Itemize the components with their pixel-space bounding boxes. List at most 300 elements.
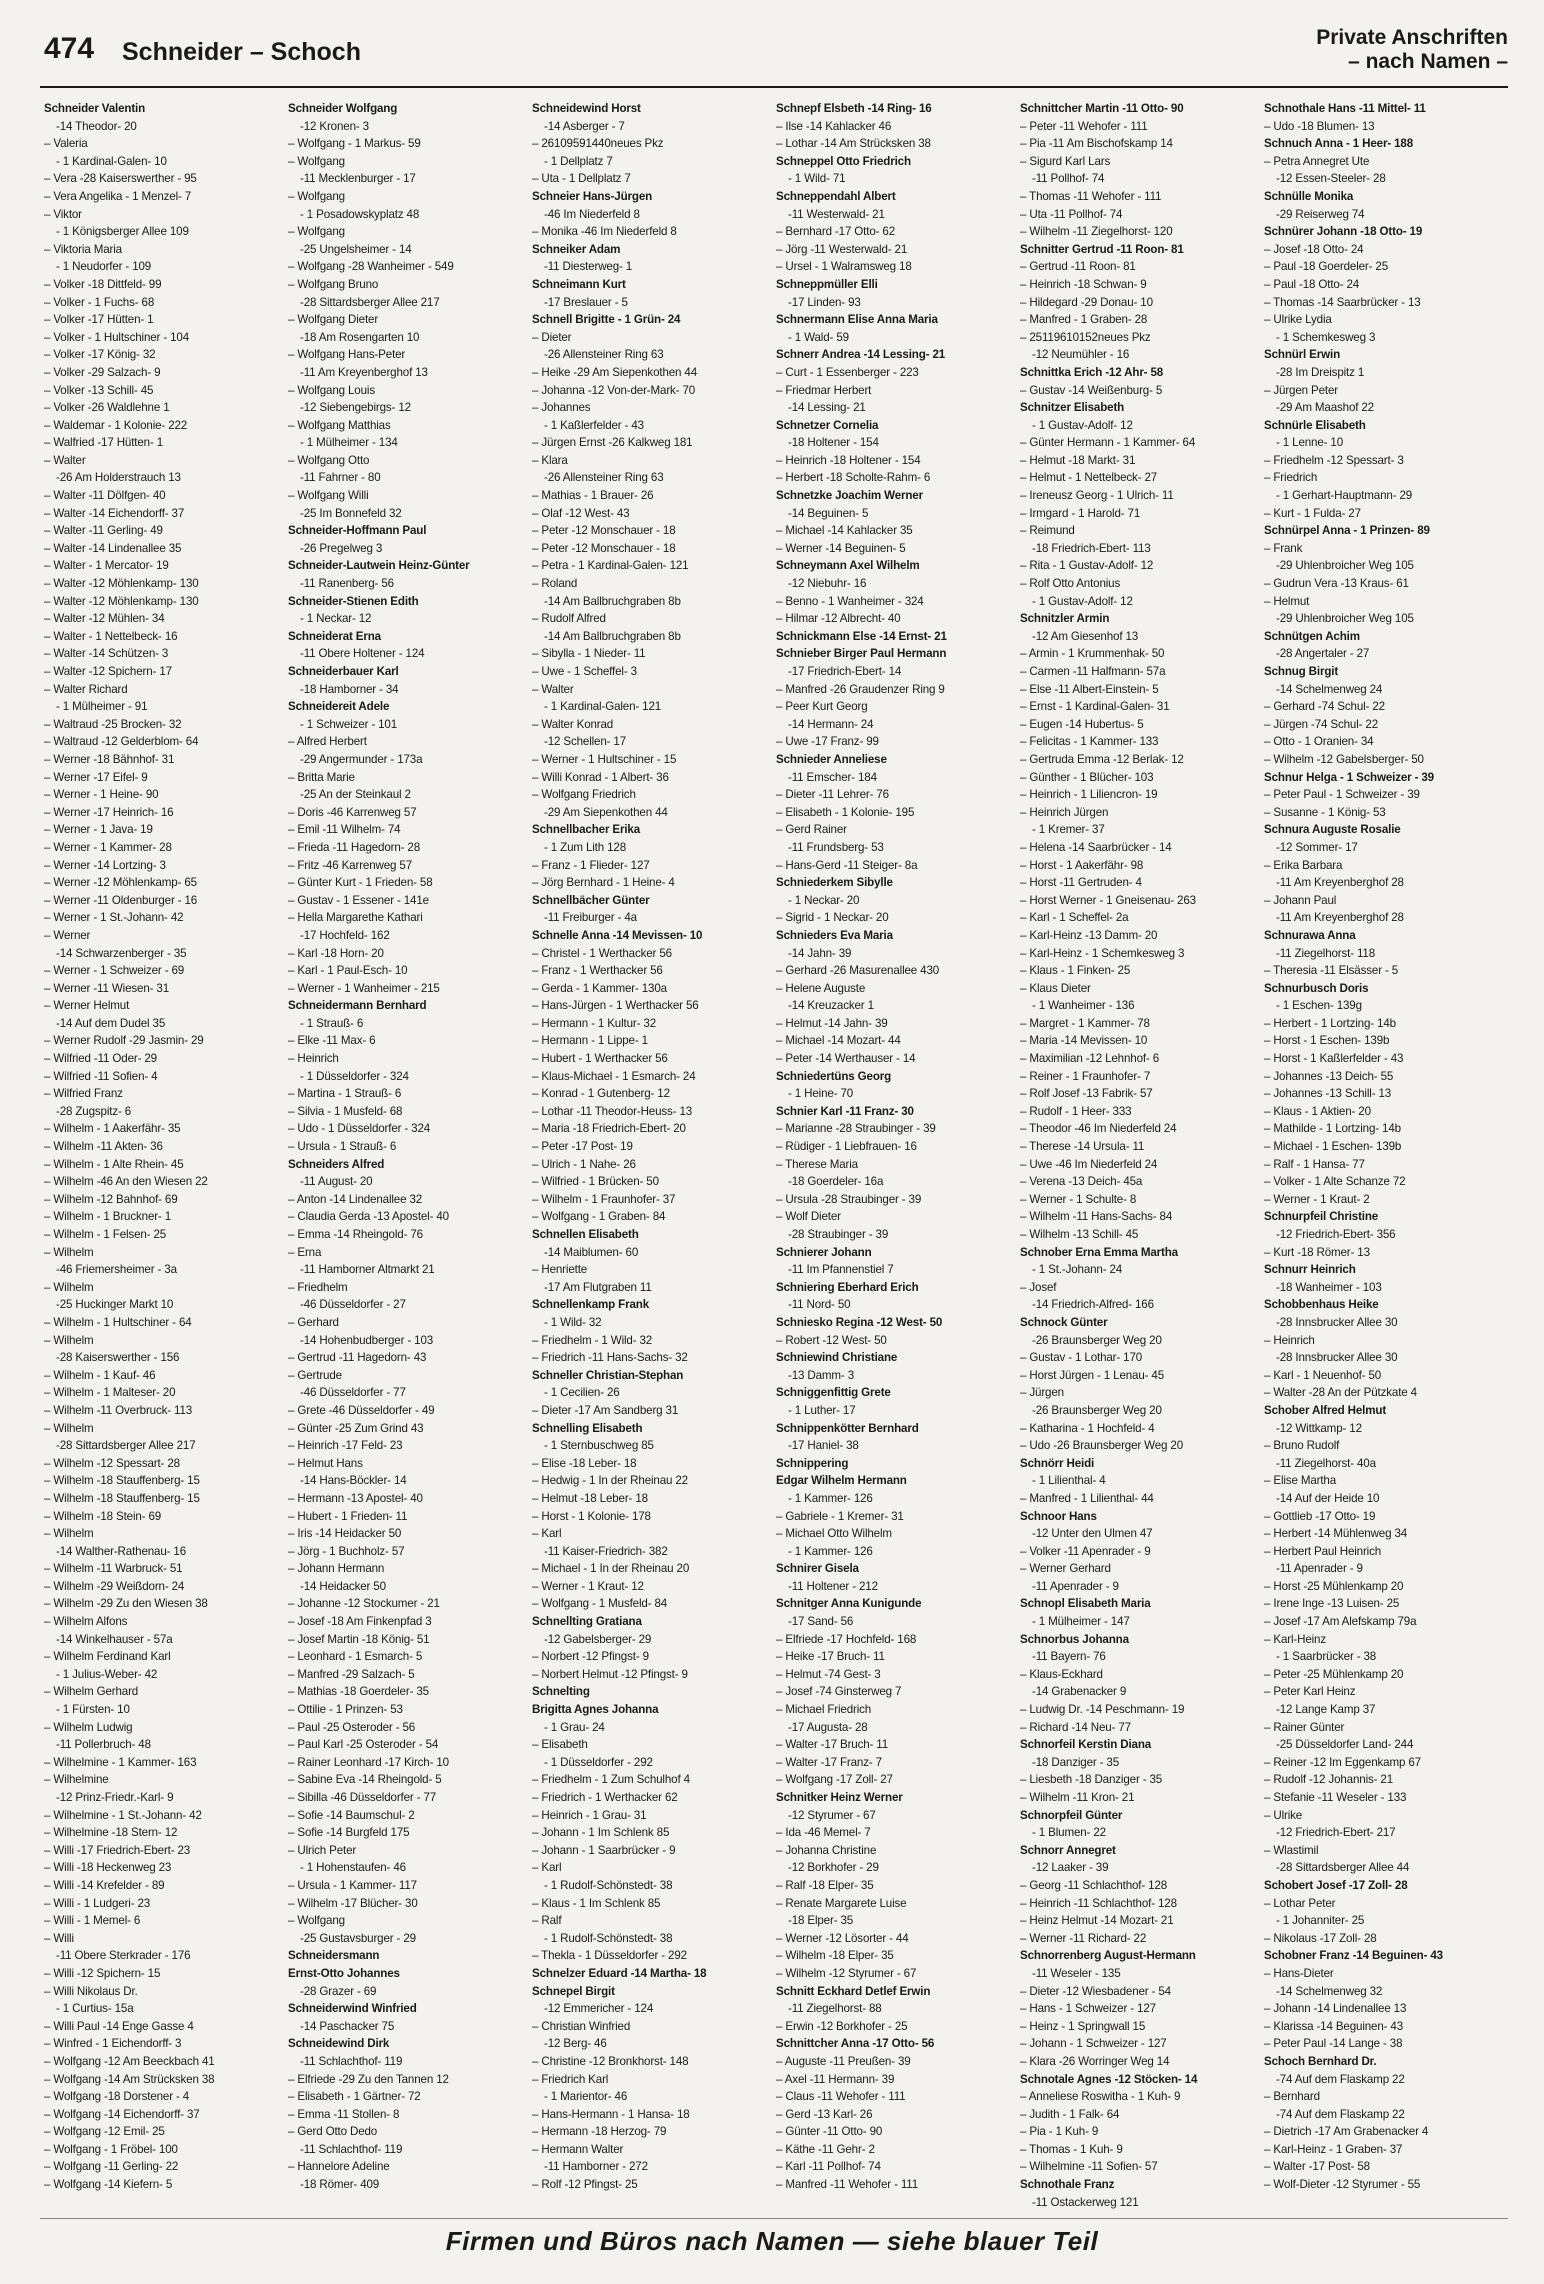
directory-entry: -11 Ostackerweg 121 [1032, 2195, 1139, 2209]
directory-entry: – Jürgen -74 Schul- 22 [1264, 717, 1378, 731]
directory-entry: – Werner -17 Heinrich- 16 [44, 805, 174, 819]
directory-entry: Schoch Bernhard Dr. [1264, 2054, 1377, 2068]
directory-entry: – Wolfgang -17 Zoll- 27 [776, 1773, 893, 1787]
directory-entry: - 1 Blumen- 22 [1032, 1826, 1106, 1840]
directory-entry: – Leonhard - 1 Esmarch- 5 [288, 1650, 423, 1664]
directory-entry: – Wolf Dieter [776, 1210, 841, 1224]
directory-entry: – Johanna -12 Von-der-Mark- 70 [532, 383, 696, 397]
directory-entry: – Johann - 1 Saarbrücker - 9 [532, 1843, 676, 1857]
directory-entry: – Armin - 1 Krummenhak- 50 [1020, 647, 1165, 661]
directory-entry: – Uwe - 1 Scheffel- 3 [532, 665, 637, 678]
directory-entry: – Walfried -17 Hütten- 1 [44, 436, 164, 450]
directory-entry: – Wilhelm - 1 Fraunhofer- 37 [532, 1192, 676, 1206]
directory-entry: -28 Grazer - 69 [300, 1984, 377, 1998]
directory-entry: – Reiner - 1 Fraunhofer- 7 [1020, 1069, 1151, 1083]
directory-entry: – Günter Kurt - 1 Frieden- 58 [288, 876, 433, 890]
directory-entry: – Stefanie -11 Weseler - 133 [1264, 1791, 1407, 1804]
directory-entry: -46 Friemersheimer - 3a [56, 1263, 177, 1277]
directory-entry: – Werner -18 Bähnhof- 31 [44, 752, 175, 766]
directory-entry: – Kurt -18 Römer- 13 [1264, 1245, 1370, 1259]
directory-entry: – Ulrike Lydia [1264, 313, 1332, 327]
directory-entry: -46 Düsseldorfer - 27 [300, 1298, 406, 1312]
directory-entry: – Johann -14 Lindenallee 13 [1264, 2002, 1407, 2016]
directory-entry: -12 Friedrich-Ebert- 356 [1276, 1228, 1396, 1241]
directory-entry: – Willi Paul -14 Enge Gasse 4 [44, 2019, 194, 2033]
directory-entry: - 1 Kammer- 126 [788, 1544, 873, 1558]
directory-entry: – Gustav - 1 Essener - 141e [288, 893, 429, 907]
directory-entry: – Klarissa -14 Beguinen- 43 [1264, 2019, 1404, 2033]
directory-entry: – Sigrid - 1 Neckar- 20 [776, 911, 889, 925]
directory-entry: -11 August- 20 [300, 1175, 373, 1189]
directory-entry: -18 Wanheimer - 103 [1276, 1280, 1382, 1294]
directory-entry: – Franz - 1 Flieder- 127 [532, 858, 650, 872]
directory-entry: – Karl -18 Horn- 20 [288, 946, 384, 960]
directory-entry: - 1 Curtius- 15a [56, 2002, 134, 2016]
directory-entry: -14 Jahn- 39 [788, 946, 852, 960]
directory-entry: – Wlastimil [1264, 1843, 1319, 1857]
directory-entry: – Hedwig - 1 In der Rheinau 22 [532, 1474, 688, 1488]
directory-entry: – Michael -14 Mozart- 44 [776, 1034, 901, 1048]
directory-entry: Schnürpel Anna - 1 Prinzen- 89 [1264, 524, 1430, 538]
directory-entry: Schnurbusch Doris [1264, 981, 1369, 995]
directory-entry: – Rüdiger - 1 Liebfrauen- 16 [776, 1140, 917, 1154]
directory-entry: – Rolf Otto Antonius [1020, 577, 1121, 591]
directory-entry: -11 Westerwald- 21 [788, 207, 885, 221]
directory-entry: - 1 Schweizer - 101 [300, 717, 398, 731]
directory-entry: Schnerr Andrea -14 Lessing- 21 [776, 348, 946, 362]
directory-entry: – Theresia -11 Elsässer - 5 [1264, 964, 1399, 978]
directory-entry: - 1 Rudolf-Schönstedt- 38 [544, 1931, 673, 1945]
directory-entry: -12 Am Giesenhof 13 [1032, 629, 1139, 643]
directory-entry: – Viktoria Maria [44, 242, 122, 256]
directory-entry: – Wilhelm -11 Akten- 36 [44, 1140, 163, 1154]
directory-entry: Schniederkem Sibylle [776, 876, 893, 890]
directory-entry: – Claus -11 Wehofer - 111 [776, 2090, 906, 2104]
directory-entry: Schnothale Hans -11 Mittel- 11 [1264, 102, 1426, 115]
directory-entry: -14 Heidacker 50 [300, 1579, 386, 1593]
directory-entry: – Elfriede -29 Zu den Tannen 12 [288, 2072, 449, 2086]
directory-entry: – Udo - 1 Düsseldorfer - 324 [288, 1122, 431, 1136]
directory-entry: Schnitzler Armin [1020, 612, 1110, 626]
directory-entry: – Thomas -11 Wehofer - 111 [1020, 189, 1162, 203]
directory-entry: – Petra - 1 Kardinal-Galen- 121 [532, 559, 689, 573]
directory-entry: – Walter - 1 Mercator- 19 [44, 559, 169, 573]
directory-entry: – Wolfgang - 1 Graben- 84 [532, 1210, 666, 1224]
directory-entry: – Frieda -11 Hagedorn- 28 [288, 840, 421, 854]
directory-entry: – Doris -46 Karrenweg 57 [288, 805, 417, 819]
directory-entry: – Gertruda Emma -12 Berlak- 12 [1020, 752, 1184, 766]
directory-entry: – Walter -14 Schützen- 3 [44, 647, 169, 661]
directory-entry: - 1 Lilienthal- 4 [1032, 1474, 1106, 1488]
directory-entry: Schnotale Agnes -12 Stöcken- 14 [1020, 2072, 1198, 2086]
directory-entry: – Britta Marie [288, 770, 355, 784]
directory-entry: – Emma -11 Stollen- 8 [288, 2107, 400, 2121]
directory-entry: – Wolfgang -14 Kiefern- 5 [44, 2178, 173, 2192]
directory-entry: – Johann - 1 Schweizer - 127 [1020, 2037, 1167, 2051]
directory-entry: – Wilhelm -11 Ziegelhorst- 120 [1020, 225, 1173, 239]
directory-entry: Schnieders Eva Maria [776, 928, 893, 942]
directory-entry: – Günter -11 Otto- 90 [776, 2125, 883, 2139]
directory-entry: – Wolfgang [288, 189, 345, 203]
directory-entry: – Volker - 1 Alte Schanze 72 [1264, 1175, 1406, 1189]
directory-entry: – Werner -11 Richard- 22 [1020, 1931, 1147, 1945]
directory-entry: – Walter -14 Eichendorff- 37 [44, 506, 185, 520]
directory-entry: -12 Friedrich-Ebert- 217 [1276, 1826, 1396, 1840]
directory-entry: Schneimann Kurt [532, 277, 626, 291]
directory-entry: – Franz - 1 Werthacker 56 [532, 964, 663, 978]
directory-entry: -28 Kaiserswerther - 156 [56, 1351, 180, 1365]
directory-entry: – Gerhard [288, 1315, 339, 1329]
directory-entry: – Karl - 1 Paul-Esch- 10 [288, 964, 408, 978]
directory-entry: – Peter Karl Heinz [1264, 1685, 1356, 1699]
directory-entry: -14 Grabenacker 9 [1032, 1685, 1127, 1699]
directory-entry: – Karl-Heinz - 1 Graben- 37 [1264, 2142, 1403, 2156]
directory-entry: – Gudrun Vera -13 Kraus- 61 [1264, 577, 1409, 591]
directory-entry: – Reiner -12 Im Eggenkamp 67 [1264, 1755, 1421, 1769]
directory-entry: – Gerd Otto Dedo [288, 2125, 378, 2139]
directory-entry: – Pia - 1 Kuh- 9 [1020, 2125, 1099, 2139]
directory-entry: Schnellenkamp Frank [532, 1298, 649, 1312]
directory-entry: Schnellbächer Günter [532, 893, 650, 907]
directory-entry: – Lothar -14 Am Strücksken 38 [776, 137, 931, 151]
directory-entry: – Udo -26 Braunsberger Weg 20 [1020, 1439, 1184, 1453]
directory-entry: - 1 Wild- 71 [788, 172, 846, 186]
directory-entry: -17 Sand- 56 [788, 1615, 854, 1629]
directory-entry: – Josef -18 Otto- 24 [1264, 242, 1364, 256]
directory-entry: – Robert -12 West- 50 [776, 1333, 887, 1347]
directory-entry: -25 Ungelsheimer - 14 [300, 242, 412, 256]
directory-entry: -11 Fahrner - 80 [300, 471, 381, 485]
directory-entry: – Irene Inge -13 Luisen- 25 [1264, 1597, 1400, 1611]
directory-entry: – Ralf [532, 1914, 562, 1928]
directory-entry: – Nikolaus -17 Zoll- 28 [1264, 1931, 1377, 1945]
directory-entry: – Walter -17 Post- 58 [1264, 2160, 1370, 2174]
directory-column [1264, 100, 1508, 2212]
directory-entry: – Mathias - 1 Brauer- 26 [532, 489, 654, 503]
directory-entry: -11 Pollhof- 74 [1032, 172, 1105, 186]
directory-entry: – Johannes [532, 401, 591, 415]
directory-entry: – Karl [532, 1527, 562, 1541]
directory-entry: – Rainer Leonhard -17 Kirch- 10 [288, 1755, 449, 1769]
directory-entry: – Hannelore Adeline [288, 2160, 390, 2174]
directory-entry: – Winfred - 1 Eichendorff- 3 [44, 2037, 182, 2051]
directory-entry: – Friedhelm - 1 Zum Schulhof 4 [532, 1773, 690, 1787]
directory-entry: – Hans-Dieter [1264, 1966, 1334, 1980]
directory-entry: – Walter -17 Franz- 7 [776, 1755, 882, 1769]
directory-entry: – Irmgard - 1 Harold- 71 [1020, 506, 1141, 520]
directory-entry: – Jürgen Peter [1264, 383, 1338, 397]
directory-entry: Schnirer Gisela [776, 1562, 859, 1576]
directory-entry: Schneppel Otto Friedrich [776, 154, 911, 168]
directory-entry: – Werner -17 Eifel- 9 [44, 770, 148, 784]
directory-entry: – Wilhelm - 1 Alte Rhein- 45 [44, 1157, 184, 1171]
directory-entry: – Willi [44, 1931, 74, 1945]
directory-entry: – Michael - 1 In der Rheinau 20 [532, 1562, 690, 1576]
directory-entry: – Volker - 1 Fuchs- 68 [44, 295, 155, 309]
directory-entry: -11 Apenrader - 9 [1032, 1579, 1119, 1593]
directory-entry: - 1 Lenne- 10 [1276, 436, 1344, 450]
directory-entry: – Helene Auguste [776, 981, 866, 995]
directory-entry: – Uwe -17 Franz- 99 [776, 735, 879, 749]
directory-entry: -12 Sommer- 17 [1276, 840, 1358, 854]
section-title-line1: Private Anschriften [1316, 26, 1508, 49]
footer-rule [40, 2218, 1508, 2219]
directory-entry: – Gerda - 1 Kammer- 130a [532, 981, 667, 995]
directory-entry: – Peter -14 Werthauser - 14 [776, 1052, 916, 1066]
directory-entry: – Rudolf - 1 Heer- 333 [1020, 1104, 1132, 1118]
directory-entry: - 1 Gustav-Adolf- 12 [1032, 594, 1133, 608]
directory-entry: – Werner - 1 Schweizer - 69 [44, 964, 185, 978]
directory-entry: – Gerhard -26 Masurenallee 430 [776, 964, 940, 978]
directory-entry: – Heinrich -17 Feld- 23 [288, 1439, 403, 1453]
directory-entry: – Werner -12 Lösorter - 44 [776, 1931, 909, 1945]
directory-entry: -11 Ziegelhorst- 88 [788, 2002, 882, 2016]
directory-entry: – Erika Barbara [1264, 858, 1343, 872]
directory-entry: – Wilhelm -11 Kron- 21 [1020, 1791, 1135, 1804]
directory-entry: Schneider-Hoffmann Paul [288, 524, 427, 538]
directory-entry: -17 Am Flutgraben 11 [544, 1280, 652, 1294]
directory-entry: – Horst -25 Mühlenkamp 20 [1264, 1579, 1404, 1593]
directory-entry: – Katharina - 1 Hochfeld- 4 [1020, 1421, 1155, 1435]
directory-entry: Schnurpfeil Christine [1264, 1210, 1379, 1224]
directory-entry: -18 Römer- 409 [300, 2178, 380, 2192]
directory-entry: – Gertrud -11 Hagedorn- 43 [288, 1351, 427, 1365]
directory-entry: – Gerd Rainer [776, 823, 847, 837]
directory-entry: Schnelting [532, 1685, 590, 1699]
directory-entry: – Volker -17 König- 32 [44, 348, 156, 362]
directory-entry: -17 Augusta- 28 [788, 1720, 868, 1734]
directory-entry: – Wilhelm -18 Stein- 69 [44, 1509, 162, 1523]
directory-entry: – Wilhelm -12 Gabelsberger- 50 [1264, 752, 1424, 766]
directory-entry: – Thomas -14 Saarbrücker - 13 [1264, 295, 1421, 309]
directory-entry: - 1 Kaßlerfelder - 43 [544, 418, 644, 432]
directory-entry: -46 Düsseldorfer - 77 [300, 1386, 406, 1400]
directory-entry: – Paul -25 Osteroder - 56 [288, 1720, 416, 1734]
directory-entry: – Johanne -12 Stockumer - 21 [288, 1597, 440, 1611]
directory-entry: Schobert Josef -17 Zoll- 28 [1264, 1878, 1408, 1892]
directory-entry: – Wilhelm -13 Schill- 45 [1020, 1228, 1139, 1241]
directory-entry: – Ulrike [1264, 1808, 1303, 1822]
directory-entry: - 1 Posadowskyplatz 48 [300, 207, 420, 221]
directory-entry: – Wilfried - 1 Brücken- 50 [532, 1175, 659, 1189]
directory-entry: – Dieter -11 Lehrer- 76 [776, 788, 889, 802]
directory-entry: -11 Ziegelhorst- 118 [1276, 946, 1376, 960]
directory-entry: – Wilhelm - 1 Bruckner- 1 [44, 1210, 172, 1224]
directory-entry: – Werner - 1 Heine- 90 [44, 788, 159, 802]
directory-entry: – Paul Karl -25 Osteroder - 54 [288, 1738, 439, 1752]
directory-entry: – Pia -11 Am Bischofskamp 14 [1020, 137, 1173, 151]
directory-entry: Schnieber Birger Paul Hermann [776, 647, 947, 661]
directory-entry: -26 Am Holderstrauch 13 [56, 471, 181, 485]
directory-entry: - 1 Grau- 24 [544, 1720, 605, 1734]
directory-entry: – Wilhelm -29 Zu den Wiesen 38 [44, 1597, 208, 1611]
directory-entry: -14 Hans-Böckler- 14 [300, 1474, 407, 1488]
directory-entry: -11 Ranenberg- 56 [300, 577, 394, 591]
directory-entry: - 1 Kardinal-Galen- 10 [56, 154, 167, 168]
directory-entry: -14 Winkelhauser - 57a [56, 1632, 173, 1646]
directory-entry: – Wilfried -11 Sofien- 4 [44, 1069, 158, 1083]
name-range-title: Schneider – Schoch [122, 38, 361, 66]
directory-entry: – Heinrich [1264, 1333, 1315, 1347]
directory-entry: – Hans-Gerd -11 Steiger- 8a [776, 858, 918, 872]
directory-entry: -14 Walther-Rathenau- 16 [56, 1544, 187, 1558]
directory-entry: -25 Gustavsburger - 29 [300, 1931, 416, 1945]
directory-entry: -13 Damm- 3 [788, 1368, 854, 1382]
directory-entry: – Willi -18 Heckenweg 23 [44, 1861, 172, 1875]
directory-entry: – Wilhelm [44, 1527, 94, 1541]
directory-entry: – Erwin -12 Borkhofer - 25 [776, 2019, 908, 2033]
directory-entry: -14 Friedrich-Alfred- 166 [1032, 1298, 1154, 1312]
directory-entry: – Judith - 1 Falk- 64 [1020, 2107, 1120, 2121]
directory-entry: – Karl - 1 Neuenhof- 50 [1264, 1368, 1382, 1382]
directory-entry: Brigitta Agnes Johanna [532, 1703, 659, 1717]
directory-entry: – Wilhelm [44, 1245, 94, 1259]
directory-entry: Schnuch Anna - 1 Heer- 188 [1264, 137, 1414, 151]
directory-entry: – Josef -17 Am Alefskamp 79a [1264, 1615, 1417, 1629]
directory-entry: -11 Frundsberg- 53 [788, 840, 884, 854]
directory-entry: -14 Schelmenweg 24 [1276, 682, 1383, 696]
directory-entry: Schneiderat Erna [288, 629, 381, 643]
directory-entry: Schnelle Anna -14 Mevissen- 10 [532, 928, 703, 942]
directory-entry: Schnellbacher Erika [532, 823, 640, 837]
directory-entry: – Klara [532, 453, 568, 467]
directory-entry: – Volker -11 Apenrader - 9 [1020, 1544, 1151, 1558]
directory-entry: – Manfred -29 Salzach- 5 [288, 1667, 415, 1681]
directory-entry: – Sabine Eva -14 Rheingold- 5 [288, 1773, 442, 1787]
directory-entry: -26 Braunsberger Weg 20 [1032, 1333, 1162, 1347]
directory-entry: -28 Im Dreispitz 1 [1276, 365, 1365, 379]
directory-entry: - 1 Neckar- 20 [788, 893, 860, 907]
directory-entry: – Werner Helmut [44, 999, 130, 1013]
directory-entry: – Wilhelm -29 Weißdorn- 24 [44, 1579, 185, 1593]
directory-entry: – Wolfgang Willi [288, 489, 369, 503]
directory-entry: -12 Siebengebirgs- 12 [300, 401, 411, 415]
directory-entry: – Therese Maria [776, 1157, 858, 1171]
directory-entry: – Willi Nikolaus Dr. [44, 1984, 138, 1998]
directory-entry: – Gertrud -11 Roon- 81 [1020, 260, 1136, 274]
directory-entry: – Hildegard -29 Donau- 10 [1020, 295, 1153, 309]
directory-entry: – Viktor [44, 207, 82, 221]
directory-entry: – Wolfgang - 1 Musfeld- 84 [532, 1597, 668, 1611]
directory-entry: – Wilhelm [44, 1280, 94, 1294]
directory-entry: – Werner Gerhard [1020, 1562, 1111, 1576]
directory-entry: – Willi - 1 Memel- 6 [44, 1914, 141, 1928]
directory-entry: – Georg -11 Schlachthof- 128 [1020, 1878, 1168, 1892]
directory-entry: – Wolfgang -18 Dorstener - 4 [44, 2090, 190, 2104]
directory-entry: - 1 Rudolf-Schönstedt- 38 [544, 1878, 673, 1892]
directory-entry: – Wolfgang Hans-Peter [288, 348, 406, 362]
directory-entry: -11 Mecklenburger - 17 [300, 172, 416, 186]
directory-entry: -18 Holtener - 154 [788, 436, 879, 450]
directory-entry: – Wilhelm [44, 1333, 94, 1347]
directory-entry: -14 Theodor- 20 [56, 119, 137, 133]
directory-entry: – Friedrich -11 Hans-Sachs- 32 [532, 1351, 688, 1365]
directory-entry: – Wilhelm - 1 Hultschiner - 64 [44, 1315, 192, 1329]
directory-entry: Schnittcher Martin -11 Otto- 90 [1020, 102, 1184, 115]
directory-entry: – Günther - 1 Blücher- 103 [1020, 770, 1154, 784]
directory-entry: – Michael Friedrich [776, 1703, 872, 1717]
directory-entry: – Wilhelm -11 Overbruck- 113 [44, 1403, 193, 1417]
directory-entry: -12 Kronen- 3 [300, 119, 369, 133]
directory-entry: Schniedertüns Georg [776, 1069, 892, 1083]
directory-entry: – Lothar -11 Theodor-Heuss- 13 [532, 1104, 693, 1118]
directory-entry: – Karl [532, 1861, 562, 1875]
directory-entry: Schniesko Regina -12 West- 50 [776, 1315, 943, 1329]
directory-entry: – Wolfgang Friedrich [532, 788, 636, 802]
directory-entry: – Elfriede -17 Hochfeld- 168 [776, 1632, 917, 1646]
directory-entry: – Walter Richard [44, 682, 128, 696]
directory-entry: – Wilhelmine - 1 St.-Johann- 42 [44, 1808, 202, 1822]
directory-entry: – Werner -11 Wiesen- 31 [44, 981, 169, 995]
directory-entry: Schnürl Erwin [1264, 348, 1340, 362]
directory-entry: – Fritz -46 Karrenweg 57 [288, 858, 412, 872]
directory-entry: -17 Breslauer - 5 [544, 295, 628, 309]
section-title [1316, 26, 1508, 74]
directory-entry: – Heinrich - 1 Liliencron- 19 [1020, 788, 1158, 802]
directory-entry: – Gertrude [288, 1368, 342, 1382]
directory-entry: Schnell Brigitte - 1 Grün- 24 [532, 313, 681, 327]
directory-entry: Schneidersmann [288, 1949, 380, 1963]
directory-entry: – Elise -18 Leber- 18 [532, 1456, 637, 1470]
directory-entry: – Karl - 1 Scheffel- 2a [1020, 911, 1129, 925]
directory-entry: – Helmut -18 Leber- 18 [532, 1491, 648, 1505]
directory-entry: – Bruno Rudolf [1264, 1439, 1340, 1453]
directory-entry: – Christel - 1 Werthacker 56 [532, 946, 672, 960]
directory-entry: – Wolfgang -28 Wanheimer - 549 [288, 260, 454, 274]
directory-entry: -11 Am Kreyenberghof 28 [1276, 911, 1404, 925]
directory-column [1020, 100, 1264, 2212]
directory-entry: – Werner - 1 Kraut- 12 [532, 1579, 644, 1593]
directory-entry: – Heinrich -18 Schwan- 9 [1020, 277, 1147, 291]
directory-entry: -29 Reiserweg 74 [1276, 207, 1365, 221]
directory-entry: – Hermann -13 Apostel- 40 [288, 1491, 423, 1505]
directory-entry: -17 Friedrich-Ebert- 14 [788, 665, 902, 678]
directory-entry: Schneidermann Bernhard [288, 999, 427, 1013]
directory-entry: -11 Obere Sterkrader - 176 [56, 1949, 191, 1963]
directory-entry: – Wilhelm -11 Hans-Sachs- 84 [1020, 1210, 1173, 1224]
directory-entry: – Horst - 1 Aakerfähr- 98 [1020, 858, 1144, 872]
directory-entry: Schnorfeil Kerstin Diana [1020, 1738, 1152, 1752]
directory-entry: – Heike -17 Bruch- 11 [776, 1650, 885, 1664]
directory-entry: – Wilhelm -18 Elper- 35 [776, 1949, 894, 1963]
directory-entry: -25 Düsseldorfer Land- 244 [1276, 1738, 1414, 1752]
directory-entry: Schneider-Stienen Edith [288, 594, 419, 608]
directory-entry: -11 Hamborner Altmarkt 21 [300, 1263, 435, 1277]
directory-entry: – Jörg -11 Westerwald- 21 [776, 242, 908, 256]
directory-entry: -18 Hamborner - 34 [300, 682, 399, 696]
directory-entry: – Axel -11 Hermann- 39 [776, 2072, 895, 2086]
directory-entry: – Heinrich [288, 1052, 339, 1066]
directory-entry: -12 Neumühler - 16 [1032, 348, 1130, 362]
directory-entry: Schnierer Johann [776, 1245, 872, 1259]
directory-entry: - 1 Eschen- 139g [1276, 999, 1362, 1013]
directory-entry: – Silvia - 1 Musfeld- 68 [288, 1104, 403, 1118]
directory-entry: – Gerd -13 Karl- 26 [776, 2107, 873, 2121]
directory-entry: – Ulrich Peter [288, 1843, 357, 1857]
directory-entry: Schnittka Erich -12 Ahr- 58 [1020, 365, 1164, 379]
directory-entry: – Hubert - 1 Frieden- 11 [288, 1509, 408, 1523]
directory-entry: – Manfred -11 Wehofer - 111 [776, 2178, 919, 2192]
directory-entry: – Josef -18 Am Finkenpfad 3 [288, 1615, 432, 1629]
directory-entry: -12 Laaker - 39 [1032, 1861, 1109, 1875]
directory-entry: – Wilhelm -12 Spessart- 28 [44, 1456, 180, 1470]
directory-entry: – Wolfgang - 1 Fröbel- 100 [44, 2142, 178, 2156]
directory-entry: – Wolfgang -12 Am Beeckbach 41 [44, 2054, 215, 2068]
directory-entry: – Klaus - 1 Aktien- 20 [1264, 1104, 1371, 1118]
directory-entry: Schneiders Alfred [288, 1157, 385, 1171]
directory-entry: -11 Diesterweg- 1 [544, 260, 633, 274]
directory-entry: – Günter -25 Zum Grind 43 [288, 1421, 424, 1435]
